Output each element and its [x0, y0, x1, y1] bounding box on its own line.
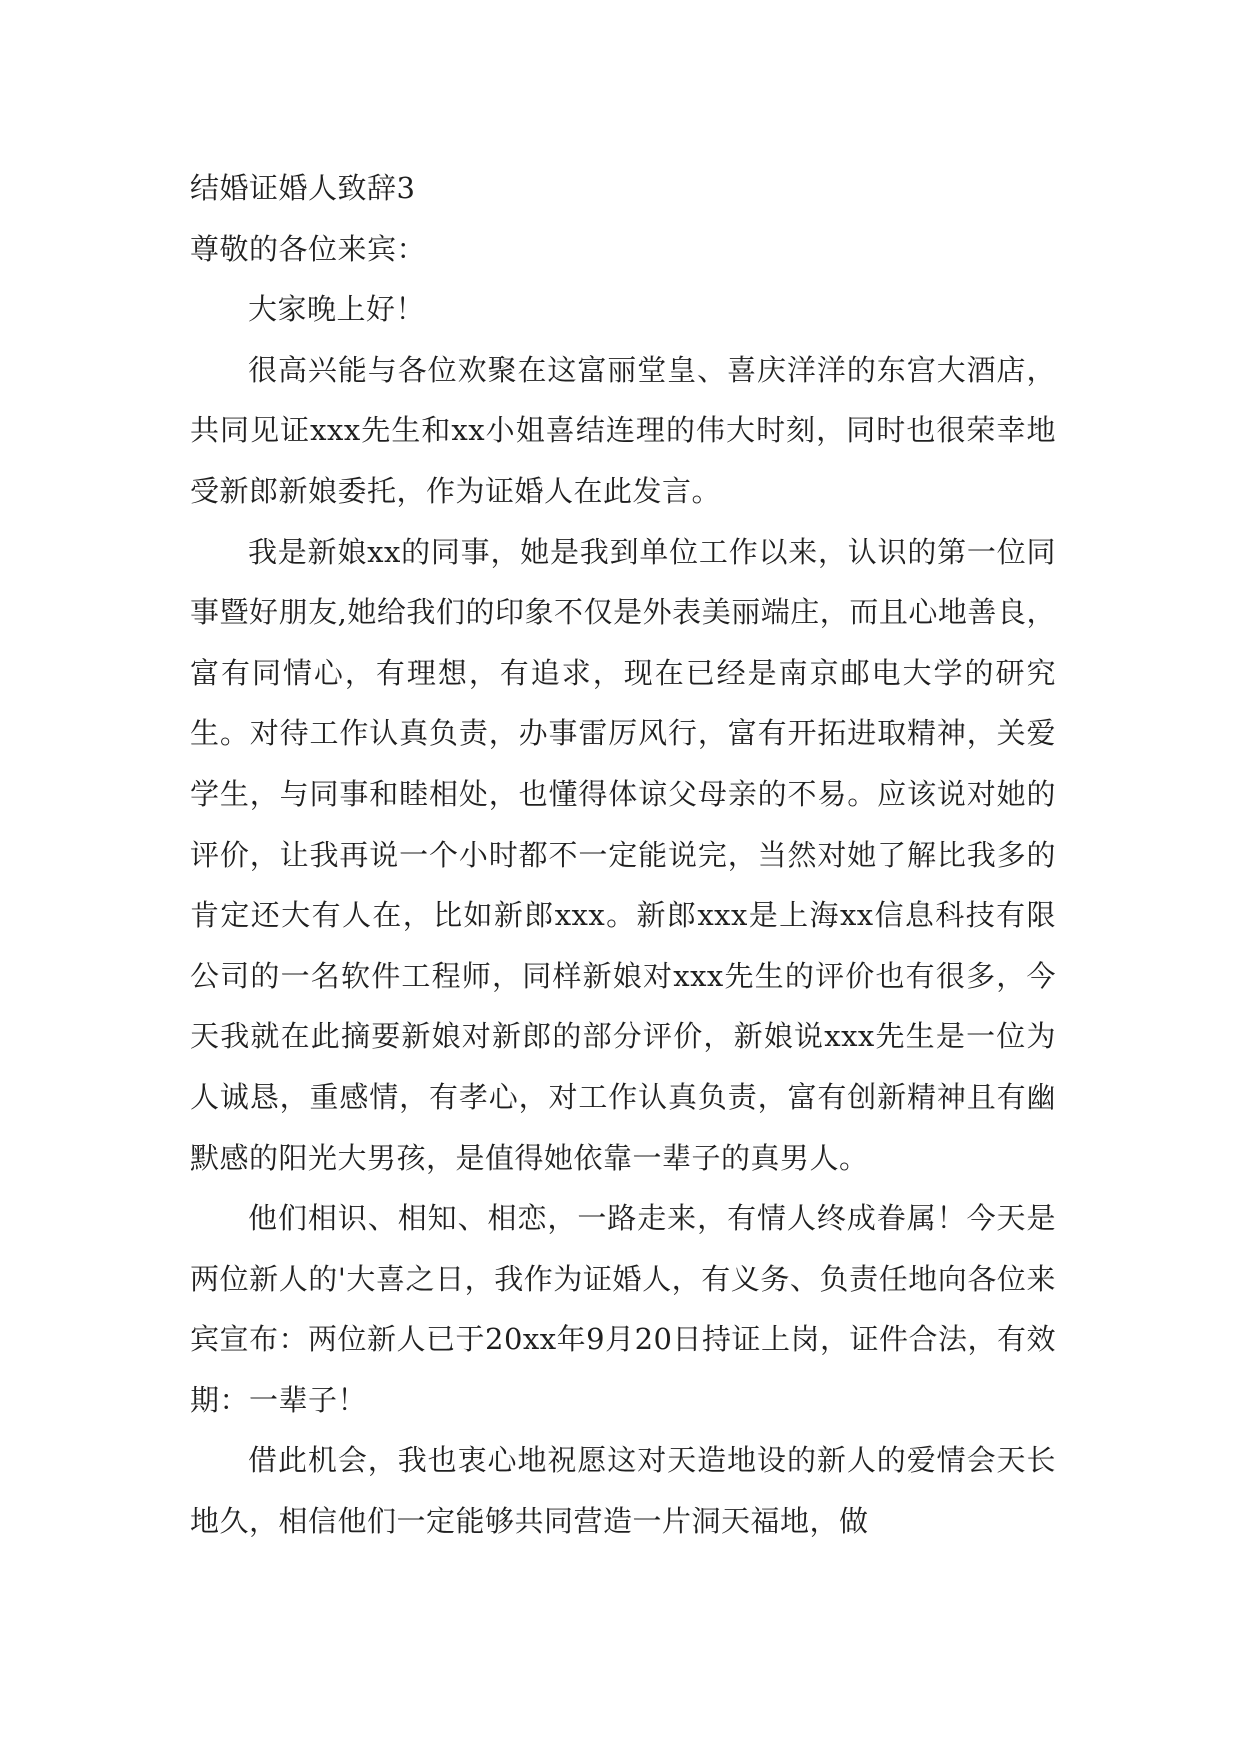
document-body: [190, 158, 1056, 1552]
paragraph-greeting: 大家晚上好！: [248, 292, 426, 327]
salutation: 尊敬的各位来宾：: [190, 231, 427, 266]
document-title: 结婚证婚人致辞3: [190, 171, 416, 205]
paragraph-introduction: 我是新娘xx的同事，她是我到单位工作以来，认识的第一位同事暨好朋友,她给我们的印象不仅是外表美丽端庄，而且心地善良，富有同情心，有理想，有追求，现在已经是南京邮电大学的研究生。对待工作认真负责，办事雷厉风行，富有开拓进取精神，关爱学生，与同事和睦相处，也懂得体谅父母亲的不易。应该说对她的评价，让我再说一个小时都不一定能说完，当然对她了解比我多的肯定还大有人在，比如新郎xxx。新郎xxx是上海xx信息科技有限公司的一名软件工程师，同样新娘对xxx先生的评价也有很多，今天我就在此摘要新娘对新郎的部分评价，新娘说xxx先生是一位为人诚恳，重感情，有孝心，对工作认真负责，富有创新精神且有幽默感的阳光大男孩，是值得她依靠一辈子的真男人。: [190, 534, 1056, 1175]
paragraph-blessing: 借此机会，我也衷心地祝愿这对天造地设的新人的爱情会天长地久，相信他们一定能够共同营造一片洞天福地，做: [190, 1443, 1056, 1539]
paragraph-opening: 很高兴能与各位欢聚在这富丽堂皇、喜庆洋洋的东宫大酒店，共同见证xxx先生和xx小姐喜结连理的伟大时刻，同时也很荣幸地受新郎新娘委托，作为证婚人在此发言。: [190, 352, 1056, 508]
paragraph-announcement: 他们相识、相知、相恋，一路走来，有情人终成眷属！今天是两位新人的'大喜之日，我作为证婚人，有义务、负责任地向各位来宾宣布：两位新人已于20xx年9月20日持证上岗，证件合法，有效期：一辈子！: [190, 1201, 1056, 1417]
